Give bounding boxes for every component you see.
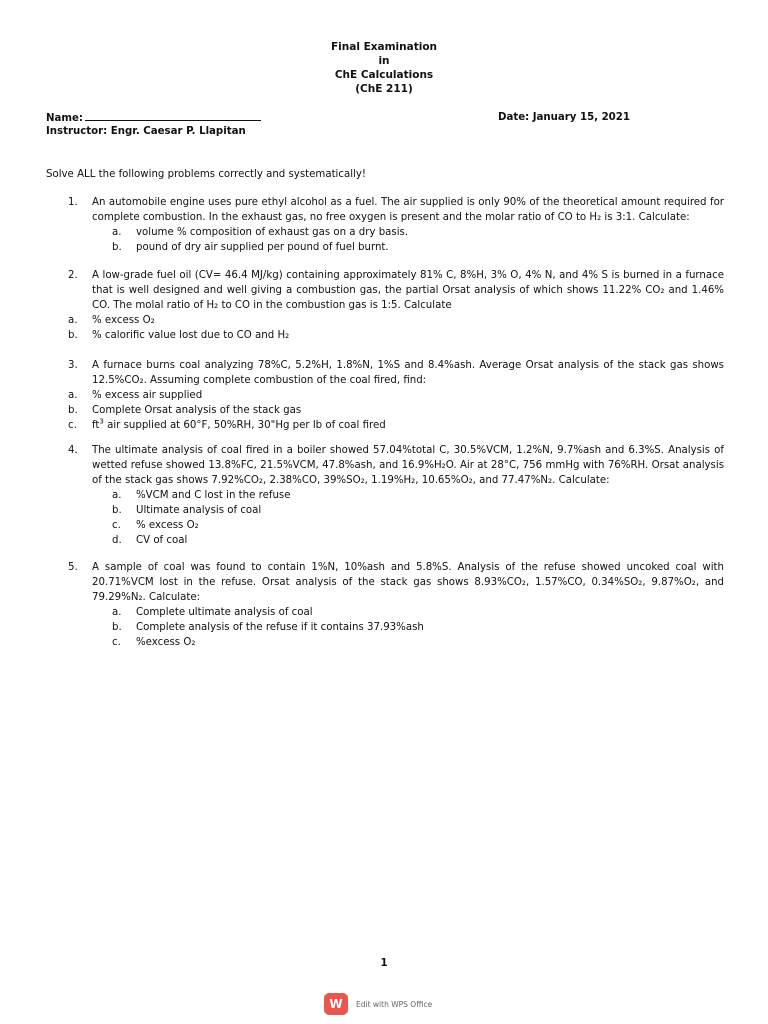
list-item: [68, 225, 724, 240]
item-letter: a.: [112, 227, 122, 238]
problem-1: [68, 195, 724, 255]
item-text-post: air supplied at 60°F, 50%RH, 30"Hg per lb of coal fired: [103, 420, 386, 431]
item-text: % excess O₂: [92, 315, 155, 326]
problem-4: [68, 443, 724, 548]
list-item: [68, 488, 724, 503]
item-letter: c.: [112, 637, 121, 648]
instructions: Solve ALL the following problems correctly and systematically!: [46, 169, 367, 180]
item-letter: b.: [112, 505, 122, 516]
item-letter: a.: [112, 490, 122, 501]
item-text-pre: ft: [92, 420, 100, 431]
list-item: [68, 418, 724, 433]
problem-number: 2.: [68, 270, 78, 281]
item-letter: b.: [68, 405, 78, 416]
list-item: [68, 240, 724, 255]
list-item: [68, 635, 724, 650]
problem-2: [68, 268, 724, 343]
name-blank-line: [85, 110, 261, 121]
problem-number: 1.: [68, 197, 78, 208]
item-text: volume % composition of exhaust gas on a dry basis.: [136, 227, 409, 238]
name-label: Name:: [46, 113, 83, 124]
problem-text: An automobile engine uses pure ethyl alcohol as a fuel. The air supplied is only 90% of the theoretical amount required for complete combustion. In the exhaust gas, no free oxygen is present and the molar ratio of CO to H₂ is 3:1. Calculate:: [92, 197, 724, 223]
item-text: [92, 418, 386, 433]
problem-text: The ultimate analysis of coal fired in a boiler showed 57.04%total C, 30.5%VCM, 1.2%N, 9.7%ash and 6.3%S. Analysis of wetted refuse showed 13.8%FC, 21.5%VCM, 47.8%ash, and 16.9%H₂O. Air at 28°C, 756 mmHg with 76%RH. Orsat analysis of the stack gas shows 7.92%CO₂, 2.38%CO, 39%SO₂, 1.19%H₂, 10.65%O₂, and 77.47%N₂. Calculate:: [92, 445, 724, 486]
item-text: pound of dry air supplied per pound of fuel burnt.: [136, 242, 389, 253]
item-text: Complete analysis of the refuse if it contains 37.93%ash: [136, 622, 424, 633]
problem-3: [68, 358, 724, 433]
problem-number: 5.: [68, 562, 78, 573]
item-letter: c.: [68, 420, 77, 431]
problem-number: 4.: [68, 445, 78, 456]
exam-title-in: in: [378, 55, 390, 67]
item-text: %VCM and C lost in the refuse: [136, 490, 291, 501]
problem-text: A sample of coal was found to contain 1%N, 10%ash and 5.8%S. Analysis of the refuse showed uncoked coal with 20.71%VCM lost in the refuse. Orsat analysis of the stack gas shows 8.93%CO₂, 1.57%CO, 0.34%SO₂, 9.87%O₂, and 79.29%N₂. Calculate:: [92, 562, 724, 603]
item-text: % excess air supplied: [92, 390, 203, 401]
item-letter: a.: [68, 315, 78, 326]
list-item: [68, 328, 724, 343]
item-text: % excess O₂: [136, 520, 199, 531]
exam-header: [0, 40, 768, 96]
wps-edit-link[interactable]: Edit with WPS Office: [356, 999, 433, 1009]
item-letter: d.: [112, 535, 122, 546]
item-text: Ultimate analysis of coal: [136, 505, 262, 516]
course-name: ChE Calculations: [334, 69, 434, 81]
problem-number: 3.: [68, 360, 78, 371]
instructor-name: Instructor: Engr. Caesar P. Llapitan: [46, 126, 246, 137]
list-item: [68, 503, 724, 518]
item-text: Complete Orsat analysis of the stack gas: [92, 405, 302, 416]
item-letter: c.: [112, 520, 121, 531]
item-letter: b.: [68, 330, 78, 341]
item-text: % calorific value lost due to CO and H₂: [92, 330, 290, 341]
page-number: 1: [380, 958, 388, 969]
list-item: [68, 605, 724, 620]
item-letter: b.: [112, 242, 122, 253]
list-item: [68, 620, 724, 635]
list-item: [68, 403, 724, 418]
item-letter: b.: [112, 622, 122, 633]
wps-logo-icon[interactable]: W: [324, 993, 348, 1015]
list-item: [68, 313, 724, 328]
list-item: [68, 533, 724, 548]
wps-edit-banner[interactable]: [324, 993, 432, 1015]
problem-text: A furnace burns coal analyzing 78%C, 5.2%H, 1.8%N, 1%S and 8.4%ash. Average Orsat analysis of the stack gas shows 12.5%CO₂. Assuming complete combustion of the coal fired, find:: [92, 360, 724, 386]
exam-title: Final Examination: [330, 41, 438, 53]
problem-5: [68, 560, 724, 650]
item-letter: a.: [68, 390, 78, 401]
course-code: (ChE 211): [355, 83, 413, 95]
problem-text: A low-grade fuel oil (CV= 46.4 MJ/kg) containing approximately 81% C, 8%H, 3% O, 4% N, and 4% S is burned in a furnace that is well designed and well giving a combustion gas, the partial Orsat analysis of which shows 11.22% CO₂ and 1.46% CO. The molal ratio of H₂ to CO in the combustion gas is 1:5. Calculate: [92, 270, 724, 311]
exam-date: Date: January 15, 2021: [498, 112, 630, 123]
list-item: [68, 518, 724, 533]
item-letter: a.: [112, 607, 122, 618]
superscript: 3: [99, 417, 104, 426]
list-item: [68, 388, 724, 403]
item-text: CV of coal: [136, 535, 188, 546]
item-text: %excess O₂: [136, 637, 196, 648]
item-text: Complete ultimate analysis of coal: [136, 607, 313, 618]
